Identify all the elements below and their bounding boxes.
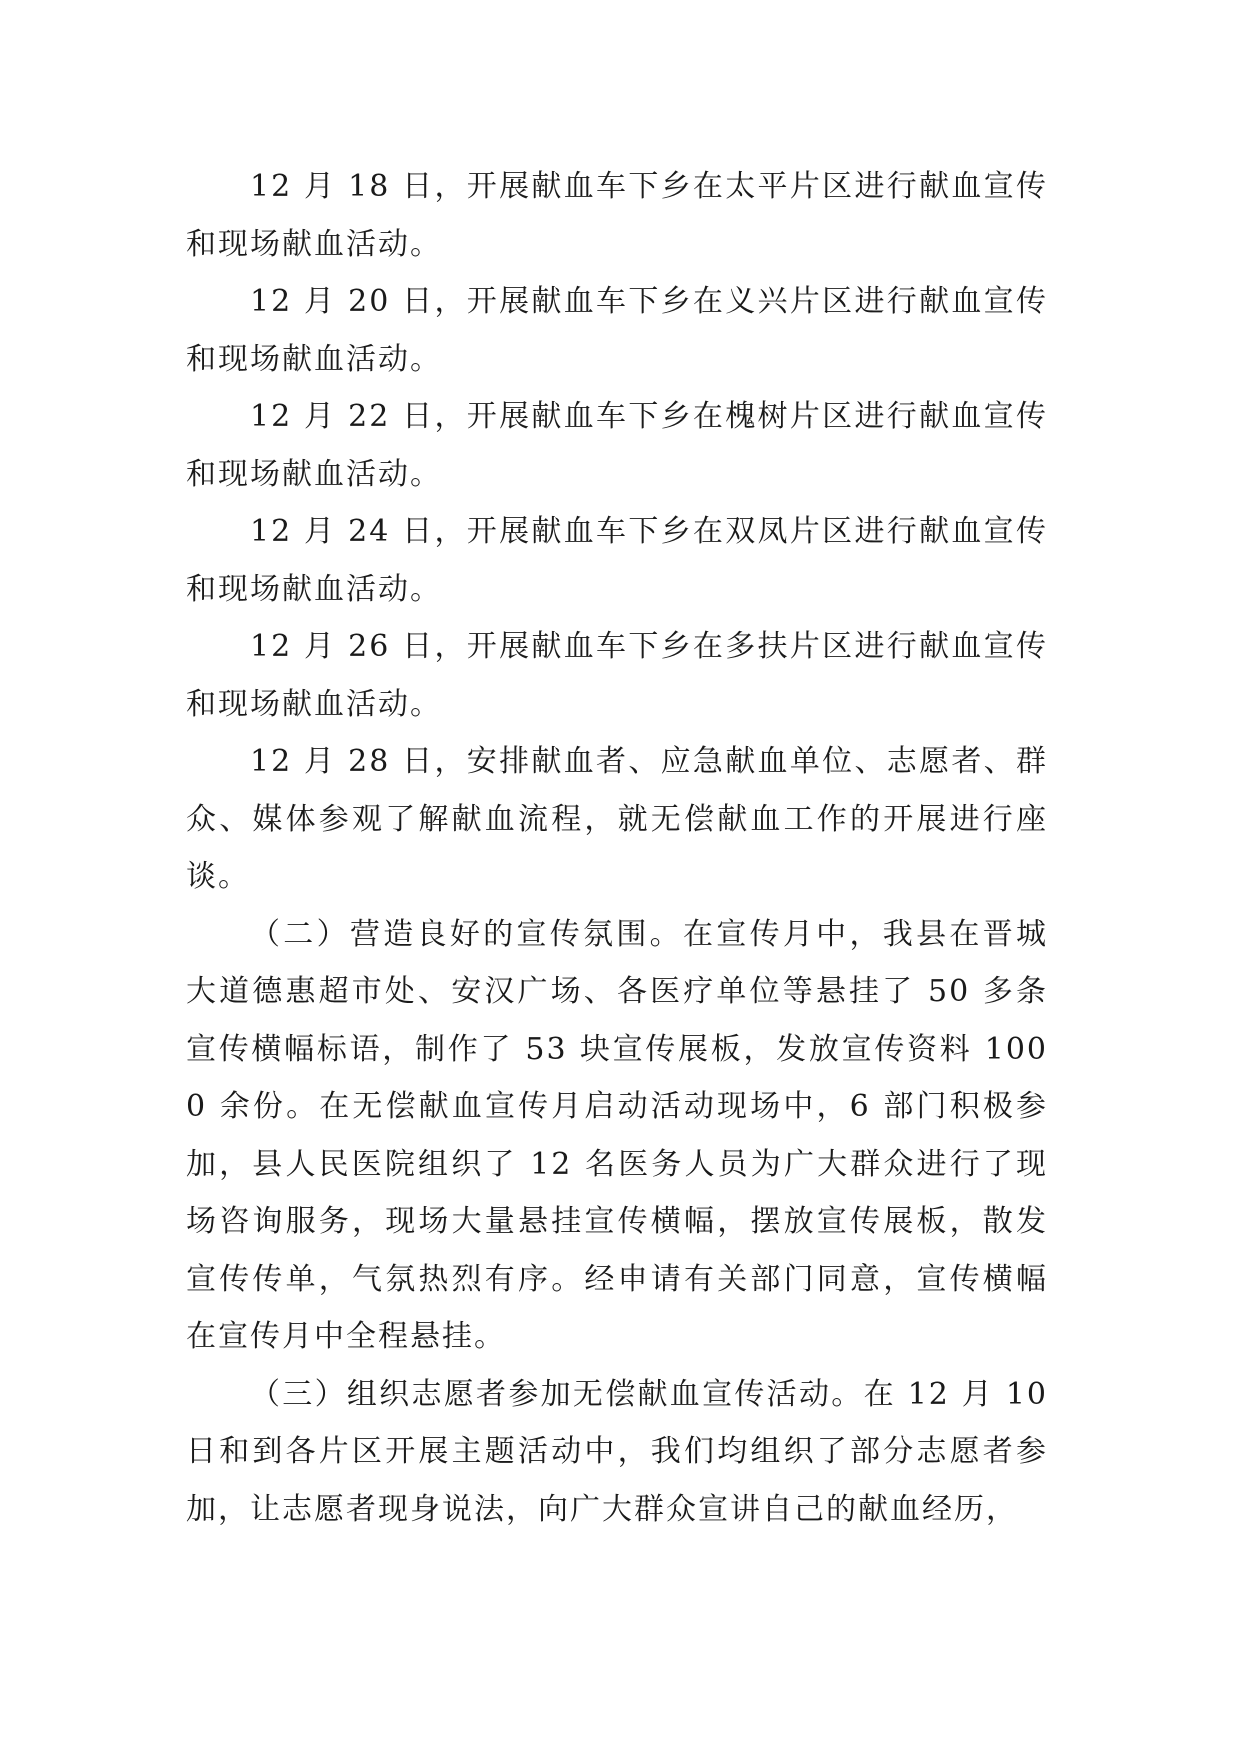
paragraph-dec-24: 12 月 24 日，开展献血车下乡在双凤片区进行献血宣传和现场献血活动。 <box>186 514 1048 607</box>
paragraph-dec-18: 12 月 18 日，开展献血车下乡在太平片区进行献血宣传和现场献血活动。 <box>186 169 1048 262</box>
paragraph-section-2: （二）营造良好的宣传氛围。在宣传月中，我县在晋城大道德惠超市处、安汉广场、各医疗单位等悬挂了 50 多条宣传横幅标语，制作了 53 块宣传展板，发放宣传资料 1000 余份。在无偿献血宣传月启动活动现场中，6 部门积极参加，县人民医院组织了 12 名医务人员为广大群众进行了现场咨询服务，现场大量悬挂宣传横幅，摆放宣传展板，散发宣传传单，气氛热烈有序。经申请有关部门同意，宣传横幅在宣传月中全程悬挂。 <box>186 916 1048 1354</box>
document-page <box>186 158 1048 1538</box>
paragraph-dec-22: 12 月 22 日，开展献血车下乡在槐树片区进行献血宣传和现场献血活动。 <box>186 399 1048 492</box>
paragraph-dec-26: 12 月 26 日，开展献血车下乡在多扶片区进行献血宣传和现场献血活动。 <box>186 629 1048 722</box>
paragraph-section-3: （三）组织志愿者参加无偿献血宣传活动。在 12 月 10 日和到各片区开展主题活动中，我们均组织了部分志愿者参加，让志愿者现身说法，向广大群众宣讲自己的献血经历， <box>186 1376 1048 1527</box>
paragraph-dec-28: 12 月 28 日，安排献血者、应急献血单位、志愿者、群众、媒体参观了解献血流程，就无偿献血工作的开展进行座谈。 <box>186 744 1048 894</box>
paragraph-dec-20: 12 月 20 日，开展献血车下乡在义兴片区进行献血宣传和现场献血活动。 <box>186 284 1048 377</box>
